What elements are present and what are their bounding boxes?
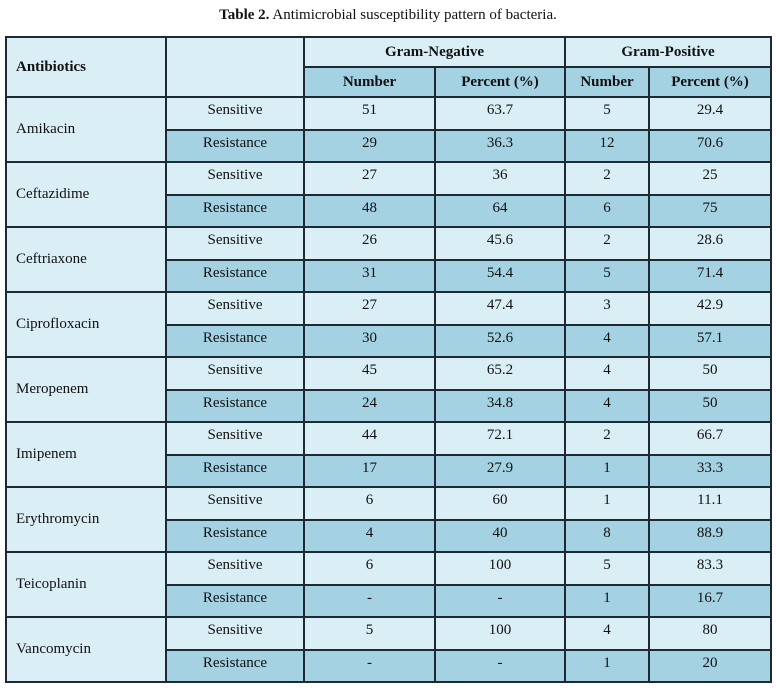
gn-percent-cell: 54.4 xyxy=(435,260,565,292)
gn-number-cell: - xyxy=(304,585,435,617)
gp-number-cell: 2 xyxy=(565,162,649,195)
gn-percent-cell: 64 xyxy=(435,195,565,227)
header-gram-negative: Gram-Negative xyxy=(304,37,565,67)
gn-number-cell: 6 xyxy=(304,487,435,520)
gp-percent-cell: 71.4 xyxy=(649,260,771,292)
gn-number-cell: 17 xyxy=(304,455,435,487)
header-gp-percent: Percent (%) xyxy=(649,67,771,97)
antibiotic-name: Vancomycin xyxy=(6,617,166,682)
gp-percent-cell: 66.7 xyxy=(649,422,771,455)
gp-number-cell: 4 xyxy=(565,390,649,422)
outcome-label: Sensitive xyxy=(166,617,304,650)
gn-percent-cell: 47.4 xyxy=(435,292,565,325)
outcome-label: Resistance xyxy=(166,130,304,162)
outcome-label: Resistance xyxy=(166,585,304,617)
gn-number-cell: 30 xyxy=(304,325,435,357)
gp-percent-cell: 70.6 xyxy=(649,130,771,162)
gp-number-cell: 1 xyxy=(565,487,649,520)
table-row-sensitive xyxy=(6,162,771,195)
susceptibility-table xyxy=(5,36,772,683)
outcome-label: Resistance xyxy=(166,390,304,422)
table-row-sensitive xyxy=(6,552,771,585)
gp-number-cell: 3 xyxy=(565,292,649,325)
gn-percent-cell: - xyxy=(435,585,565,617)
gp-percent-cell: 42.9 xyxy=(649,292,771,325)
gp-percent-cell: 28.6 xyxy=(649,227,771,260)
gn-number-cell: 6 xyxy=(304,552,435,585)
gp-number-cell: 6 xyxy=(565,195,649,227)
antibiotic-name: Imipenem xyxy=(6,422,166,487)
table-body xyxy=(6,97,771,682)
gp-number-cell: 5 xyxy=(565,97,649,130)
outcome-label: Sensitive xyxy=(166,162,304,195)
antibiotic-name: Erythromycin xyxy=(6,487,166,552)
antibiotic-name: Ceftazidime xyxy=(6,162,166,227)
gn-number-cell: 24 xyxy=(304,390,435,422)
header-gram-positive: Gram-Positive xyxy=(565,37,771,67)
gn-percent-cell: 36 xyxy=(435,162,565,195)
gp-percent-cell: 50 xyxy=(649,390,771,422)
outcome-label: Sensitive xyxy=(166,552,304,585)
antibiotic-name: Amikacin xyxy=(6,97,166,162)
gn-percent-cell: 52.6 xyxy=(435,325,565,357)
outcome-label: Resistance xyxy=(166,325,304,357)
outcome-label: Resistance xyxy=(166,260,304,292)
gn-number-cell: 45 xyxy=(304,357,435,390)
table-row-sensitive xyxy=(6,487,771,520)
table-caption-text: Antimicrobial susceptibility pattern of bacteria. xyxy=(272,7,557,23)
outcome-label: Sensitive xyxy=(166,357,304,390)
gp-number-cell: 1 xyxy=(565,585,649,617)
gn-number-cell: 4 xyxy=(304,520,435,552)
gn-number-cell: 51 xyxy=(304,97,435,130)
gn-number-cell: 27 xyxy=(304,162,435,195)
outcome-label: Resistance xyxy=(166,650,304,682)
gn-percent-cell: 63.7 xyxy=(435,97,565,130)
gn-percent-cell: 100 xyxy=(435,617,565,650)
gp-percent-cell: 88.9 xyxy=(649,520,771,552)
antibiotic-name: Ciprofloxacin xyxy=(6,292,166,357)
gp-percent-cell: 20 xyxy=(649,650,771,682)
gp-number-cell: 4 xyxy=(565,617,649,650)
table-row-sensitive xyxy=(6,97,771,130)
gp-number-cell: 5 xyxy=(565,552,649,585)
outcome-label: Sensitive xyxy=(166,292,304,325)
gn-number-cell: 29 xyxy=(304,130,435,162)
gn-percent-cell: 65.2 xyxy=(435,357,565,390)
gp-number-cell: 8 xyxy=(565,520,649,552)
outcome-label: Resistance xyxy=(166,455,304,487)
gp-number-cell: 4 xyxy=(565,357,649,390)
gn-number-cell: - xyxy=(304,650,435,682)
gn-number-cell: 48 xyxy=(304,195,435,227)
antibiotic-name: Ceftriaxone xyxy=(6,227,166,292)
outcome-label: Sensitive xyxy=(166,97,304,130)
gp-percent-cell: 33.3 xyxy=(649,455,771,487)
gp-number-cell: 12 xyxy=(565,130,649,162)
outcome-label: Sensitive xyxy=(166,227,304,260)
antibiotic-name: Teicoplanin xyxy=(6,552,166,617)
table-row-sensitive xyxy=(6,227,771,260)
gn-number-cell: 5 xyxy=(304,617,435,650)
table-row-sensitive xyxy=(6,617,771,650)
gn-number-cell: 27 xyxy=(304,292,435,325)
gn-percent-cell: 45.6 xyxy=(435,227,565,260)
antibiotic-name: Meropenem xyxy=(6,357,166,422)
gp-number-cell: 2 xyxy=(565,422,649,455)
outcome-label: Sensitive xyxy=(166,422,304,455)
table-caption-label: Table 2. xyxy=(219,7,270,23)
gn-number-cell: 44 xyxy=(304,422,435,455)
gp-percent-cell: 57.1 xyxy=(649,325,771,357)
gn-percent-cell: 40 xyxy=(435,520,565,552)
gp-number-cell: 1 xyxy=(565,650,649,682)
gn-percent-cell: 72.1 xyxy=(435,422,565,455)
gn-number-cell: 26 xyxy=(304,227,435,260)
header-blank xyxy=(166,37,304,97)
gn-percent-cell: 36.3 xyxy=(435,130,565,162)
header-gn-percent: Percent (%) xyxy=(435,67,565,97)
gp-number-cell: 1 xyxy=(565,455,649,487)
gn-percent-cell: 100 xyxy=(435,552,565,585)
header-row-groups xyxy=(6,37,771,67)
outcome-label: Resistance xyxy=(166,520,304,552)
gp-percent-cell: 80 xyxy=(649,617,771,650)
gp-percent-cell: 50 xyxy=(649,357,771,390)
table-caption xyxy=(0,5,776,25)
header-antibiotics: Antibiotics xyxy=(6,37,166,97)
table-row-sensitive xyxy=(6,292,771,325)
table-row-sensitive xyxy=(6,357,771,390)
gn-percent-cell: - xyxy=(435,650,565,682)
gn-number-cell: 31 xyxy=(304,260,435,292)
gn-percent-cell: 34.8 xyxy=(435,390,565,422)
gn-percent-cell: 27.9 xyxy=(435,455,565,487)
gp-percent-cell: 25 xyxy=(649,162,771,195)
gp-percent-cell: 11.1 xyxy=(649,487,771,520)
gn-percent-cell: 60 xyxy=(435,487,565,520)
gp-number-cell: 2 xyxy=(565,227,649,260)
header-gn-number: Number xyxy=(304,67,435,97)
outcome-label: Sensitive xyxy=(166,487,304,520)
gp-percent-cell: 75 xyxy=(649,195,771,227)
table-row-sensitive xyxy=(6,422,771,455)
outcome-label: Resistance xyxy=(166,195,304,227)
gp-percent-cell: 16.7 xyxy=(649,585,771,617)
gp-number-cell: 4 xyxy=(565,325,649,357)
header-gp-number: Number xyxy=(565,67,649,97)
gp-percent-cell: 83.3 xyxy=(649,552,771,585)
gp-percent-cell: 29.4 xyxy=(649,97,771,130)
gp-number-cell: 5 xyxy=(565,260,649,292)
